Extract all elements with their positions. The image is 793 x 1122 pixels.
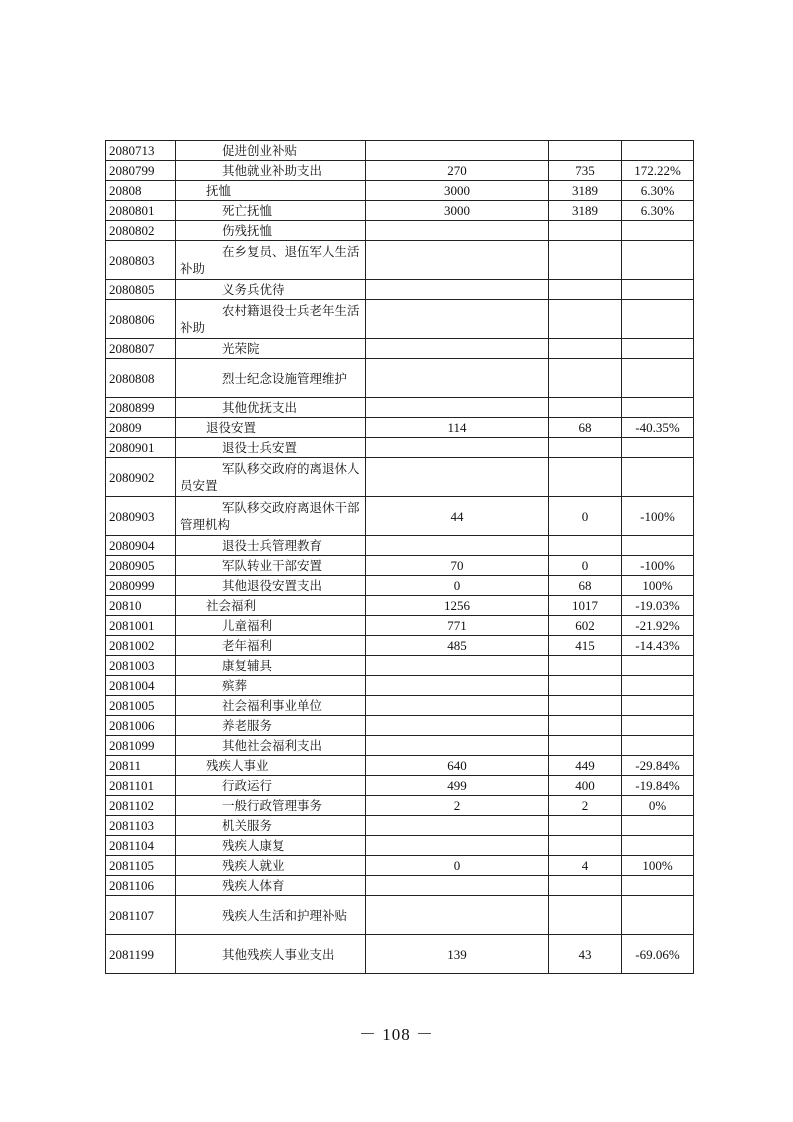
row-code-cell: 2080805	[106, 280, 176, 300]
row-name-cell: 残疾人康复	[176, 836, 366, 856]
row-name-cell: 光荣院	[176, 339, 366, 359]
row-value1-cell	[366, 141, 549, 161]
table-row	[106, 141, 694, 161]
row-name-cell: 行政运行	[176, 776, 366, 796]
row-code-cell: 2080999	[106, 576, 176, 596]
row-value2-cell: 3189	[549, 181, 622, 201]
table-row	[106, 418, 694, 438]
row-name-cell: 其他优抚支出	[176, 398, 366, 418]
row-change-cell	[622, 300, 694, 339]
table-row	[106, 241, 694, 280]
row-code-cell: 2081001	[106, 616, 176, 636]
row-value1-cell: 1256	[366, 596, 549, 616]
row-value1-cell	[366, 438, 549, 458]
table-row	[106, 359, 694, 398]
table-row	[106, 221, 694, 241]
row-code-cell: 2081107	[106, 896, 176, 935]
row-name-cell: 老年福利	[176, 636, 366, 656]
table-row	[106, 536, 694, 556]
row-change-cell: -21.92%	[622, 616, 694, 636]
page-number: － 108 －	[359, 1025, 434, 1044]
row-value1-cell: 771	[366, 616, 549, 636]
budget-table	[105, 140, 694, 974]
row-value2-cell	[549, 280, 622, 300]
row-value1-cell	[366, 359, 549, 398]
row-value2-cell	[549, 359, 622, 398]
table-row	[106, 398, 694, 418]
row-value1-cell	[366, 896, 549, 935]
row-change-cell: 0%	[622, 796, 694, 816]
row-change-cell	[622, 656, 694, 676]
row-code-cell: 2081002	[106, 636, 176, 656]
row-code-cell: 2081004	[106, 676, 176, 696]
row-change-cell	[622, 359, 694, 398]
row-name-cell: 残疾人就业	[176, 856, 366, 876]
row-value1-cell	[366, 816, 549, 836]
row-change-cell: 100%	[622, 856, 694, 876]
row-name-cell: 社会福利	[176, 596, 366, 616]
row-value2-cell: 1017	[549, 596, 622, 616]
table-row	[106, 796, 694, 816]
row-value2-cell: 449	[549, 756, 622, 776]
row-name-cell: 机关服务	[176, 816, 366, 836]
row-value1-cell	[366, 241, 549, 280]
table-row	[106, 656, 694, 676]
table-row	[106, 497, 694, 536]
row-change-cell	[622, 736, 694, 756]
row-value2-cell	[549, 398, 622, 418]
table-row	[106, 438, 694, 458]
row-change-cell: -29.84%	[622, 756, 694, 776]
row-value2-cell: 43	[549, 935, 622, 974]
row-code-cell: 2080903	[106, 497, 176, 536]
row-value2-cell	[549, 241, 622, 280]
row-value2-cell: 68	[549, 576, 622, 596]
row-value1-cell	[366, 736, 549, 756]
table-row	[106, 458, 694, 497]
row-value2-cell	[549, 141, 622, 161]
row-change-cell: 6.30%	[622, 201, 694, 221]
row-name-cell: 其他就业补助支出	[176, 161, 366, 181]
row-change-cell: 100%	[622, 576, 694, 596]
row-value1-cell	[366, 536, 549, 556]
row-change-cell: -19.03%	[622, 596, 694, 616]
row-code-cell: 2080901	[106, 438, 176, 458]
row-name-cell: 康复辅具	[176, 656, 366, 676]
row-value1-cell	[366, 656, 549, 676]
row-name-cell: 退役士兵安置	[176, 438, 366, 458]
row-change-cell	[622, 716, 694, 736]
row-change-cell: -19.84%	[622, 776, 694, 796]
row-name-cell: 退役安置	[176, 418, 366, 438]
row-value2-cell: 68	[549, 418, 622, 438]
row-name-cell: 其他退役安置支出	[176, 576, 366, 596]
row-code-cell: 2080904	[106, 536, 176, 556]
row-code-cell: 2081103	[106, 816, 176, 836]
row-change-cell	[622, 438, 694, 458]
row-name-cell: 抚恤	[176, 181, 366, 201]
row-change-cell	[622, 536, 694, 556]
table-row	[106, 616, 694, 636]
row-name-cell: 残疾人生活和护理补贴	[176, 896, 366, 935]
row-value2-cell: 0	[549, 497, 622, 536]
row-name-cell: 促进创业补贴	[176, 141, 366, 161]
row-name-cell: 残疾人体育	[176, 876, 366, 896]
row-name-cell: 退役士兵管理教育	[176, 536, 366, 556]
table-row	[106, 716, 694, 736]
row-value2-cell	[549, 676, 622, 696]
row-value1-cell: 3000	[366, 201, 549, 221]
table-row	[106, 596, 694, 616]
row-value1-cell	[366, 398, 549, 418]
row-value1-cell: 139	[366, 935, 549, 974]
row-code-cell: 2080808	[106, 359, 176, 398]
row-change-cell: -69.06%	[622, 935, 694, 974]
row-code-cell: 2080713	[106, 141, 176, 161]
row-code-cell: 2081005	[106, 696, 176, 716]
row-code-cell: 20811	[106, 756, 176, 776]
row-code-cell: 2081101	[106, 776, 176, 796]
table-row	[106, 676, 694, 696]
row-value1-cell: 44	[366, 497, 549, 536]
row-change-cell	[622, 696, 694, 716]
row-code-cell: 2081106	[106, 876, 176, 896]
row-change-cell: 6.30%	[622, 181, 694, 201]
row-value2-cell	[549, 816, 622, 836]
row-name-cell: 在乡复员、退伍军人生活补助	[176, 241, 366, 280]
row-code-cell: 2080803	[106, 241, 176, 280]
row-code-cell: 2080799	[106, 161, 176, 181]
row-code-cell: 2080902	[106, 458, 176, 497]
row-code-cell: 2081003	[106, 656, 176, 676]
row-code-cell: 2080801	[106, 201, 176, 221]
row-change-cell	[622, 141, 694, 161]
row-value1-cell: 640	[366, 756, 549, 776]
row-name-cell: 其他社会福利支出	[176, 736, 366, 756]
row-value1-cell: 499	[366, 776, 549, 796]
row-value1-cell: 2	[366, 796, 549, 816]
table-row	[106, 756, 694, 776]
row-value1-cell	[366, 458, 549, 497]
row-value1-cell	[366, 300, 549, 339]
row-value2-cell: 4	[549, 856, 622, 876]
row-name-cell: 伤残抚恤	[176, 221, 366, 241]
row-code-cell: 2081104	[106, 836, 176, 856]
row-code-cell: 2080806	[106, 300, 176, 339]
row-value1-cell: 485	[366, 636, 549, 656]
row-change-cell	[622, 816, 694, 836]
row-name-cell: 烈士纪念设施管理维护	[176, 359, 366, 398]
row-code-cell: 2081102	[106, 796, 176, 816]
row-value1-cell	[366, 836, 549, 856]
row-value1-cell	[366, 676, 549, 696]
row-name-cell: 死亡抚恤	[176, 201, 366, 221]
row-name-cell: 社会福利事业单位	[176, 696, 366, 716]
row-name-cell: 义务兵优待	[176, 280, 366, 300]
row-change-cell	[622, 398, 694, 418]
row-name-cell: 军队转业干部安置	[176, 556, 366, 576]
row-value1-cell	[366, 696, 549, 716]
row-change-cell: -14.43%	[622, 636, 694, 656]
row-change-cell	[622, 458, 694, 497]
row-value1-cell	[366, 280, 549, 300]
row-value2-cell: 400	[549, 776, 622, 796]
row-value2-cell	[549, 300, 622, 339]
table-row	[106, 856, 694, 876]
row-change-cell	[622, 896, 694, 935]
row-change-cell: -100%	[622, 556, 694, 576]
row-value2-cell	[549, 656, 622, 676]
row-value2-cell	[549, 458, 622, 497]
row-name-cell: 殡葬	[176, 676, 366, 696]
row-name-cell: 一般行政管理事务	[176, 796, 366, 816]
row-value2-cell	[549, 736, 622, 756]
table-row	[106, 935, 694, 974]
row-value2-cell: 735	[549, 161, 622, 181]
row-code-cell: 2081105	[106, 856, 176, 876]
table-row	[106, 876, 694, 896]
table-row	[106, 636, 694, 656]
row-name-cell: 养老服务	[176, 716, 366, 736]
row-value1-cell: 3000	[366, 181, 549, 201]
table-row	[106, 896, 694, 935]
table-row	[106, 696, 694, 716]
row-change-cell	[622, 676, 694, 696]
row-value2-cell	[549, 438, 622, 458]
row-code-cell: 2080905	[106, 556, 176, 576]
row-value2-cell	[549, 536, 622, 556]
table-row	[106, 161, 694, 181]
row-value2-cell: 2	[549, 796, 622, 816]
row-code-cell: 2081199	[106, 935, 176, 974]
row-value2-cell	[549, 221, 622, 241]
row-change-cell	[622, 876, 694, 896]
row-name-cell: 其他残疾人事业支出	[176, 935, 366, 974]
table-row	[106, 736, 694, 756]
row-change-cell	[622, 836, 694, 856]
row-value2-cell: 0	[549, 556, 622, 576]
table-row	[106, 339, 694, 359]
table-row	[106, 776, 694, 796]
row-value1-cell: 0	[366, 576, 549, 596]
table-row	[106, 181, 694, 201]
row-name-cell: 农村籍退役士兵老年生活补助	[176, 300, 366, 339]
row-value2-cell	[549, 896, 622, 935]
row-code-cell: 20809	[106, 418, 176, 438]
row-code-cell: 2080807	[106, 339, 176, 359]
row-name-cell: 军队移交政府离退休干部管理机构	[176, 497, 366, 536]
row-change-cell	[622, 221, 694, 241]
row-value1-cell: 270	[366, 161, 549, 181]
row-change-cell	[622, 280, 694, 300]
table-row	[106, 836, 694, 856]
row-value1-cell: 114	[366, 418, 549, 438]
table-row	[106, 280, 694, 300]
table-row	[106, 816, 694, 836]
row-change-cell: -100%	[622, 497, 694, 536]
row-value1-cell	[366, 339, 549, 359]
row-value2-cell	[549, 836, 622, 856]
row-name-cell: 军队移交政府的离退休人员安置	[176, 458, 366, 497]
table-row	[106, 201, 694, 221]
row-code-cell: 2081006	[106, 716, 176, 736]
row-code-cell: 2080899	[106, 398, 176, 418]
row-name-cell: 残疾人事业	[176, 756, 366, 776]
row-change-cell	[622, 339, 694, 359]
row-code-cell: 20808	[106, 181, 176, 201]
row-value1-cell	[366, 221, 549, 241]
row-value2-cell: 415	[549, 636, 622, 656]
table-row	[106, 576, 694, 596]
row-value2-cell: 3189	[549, 201, 622, 221]
row-value2-cell	[549, 876, 622, 896]
row-value2-cell: 602	[549, 616, 622, 636]
table-row	[106, 300, 694, 339]
row-value2-cell	[549, 696, 622, 716]
row-value2-cell	[549, 339, 622, 359]
row-code-cell: 20810	[106, 596, 176, 616]
row-name-cell: 儿童福利	[176, 616, 366, 636]
row-change-cell: -40.35%	[622, 418, 694, 438]
row-value1-cell	[366, 876, 549, 896]
table-body	[106, 141, 694, 974]
row-code-cell: 2080802	[106, 221, 176, 241]
row-value1-cell: 70	[366, 556, 549, 576]
row-code-cell: 2081099	[106, 736, 176, 756]
row-change-cell: 172.22%	[622, 161, 694, 181]
row-value1-cell: 0	[366, 856, 549, 876]
row-change-cell	[622, 241, 694, 280]
row-value1-cell	[366, 716, 549, 736]
table-row	[106, 556, 694, 576]
row-value2-cell	[549, 716, 622, 736]
